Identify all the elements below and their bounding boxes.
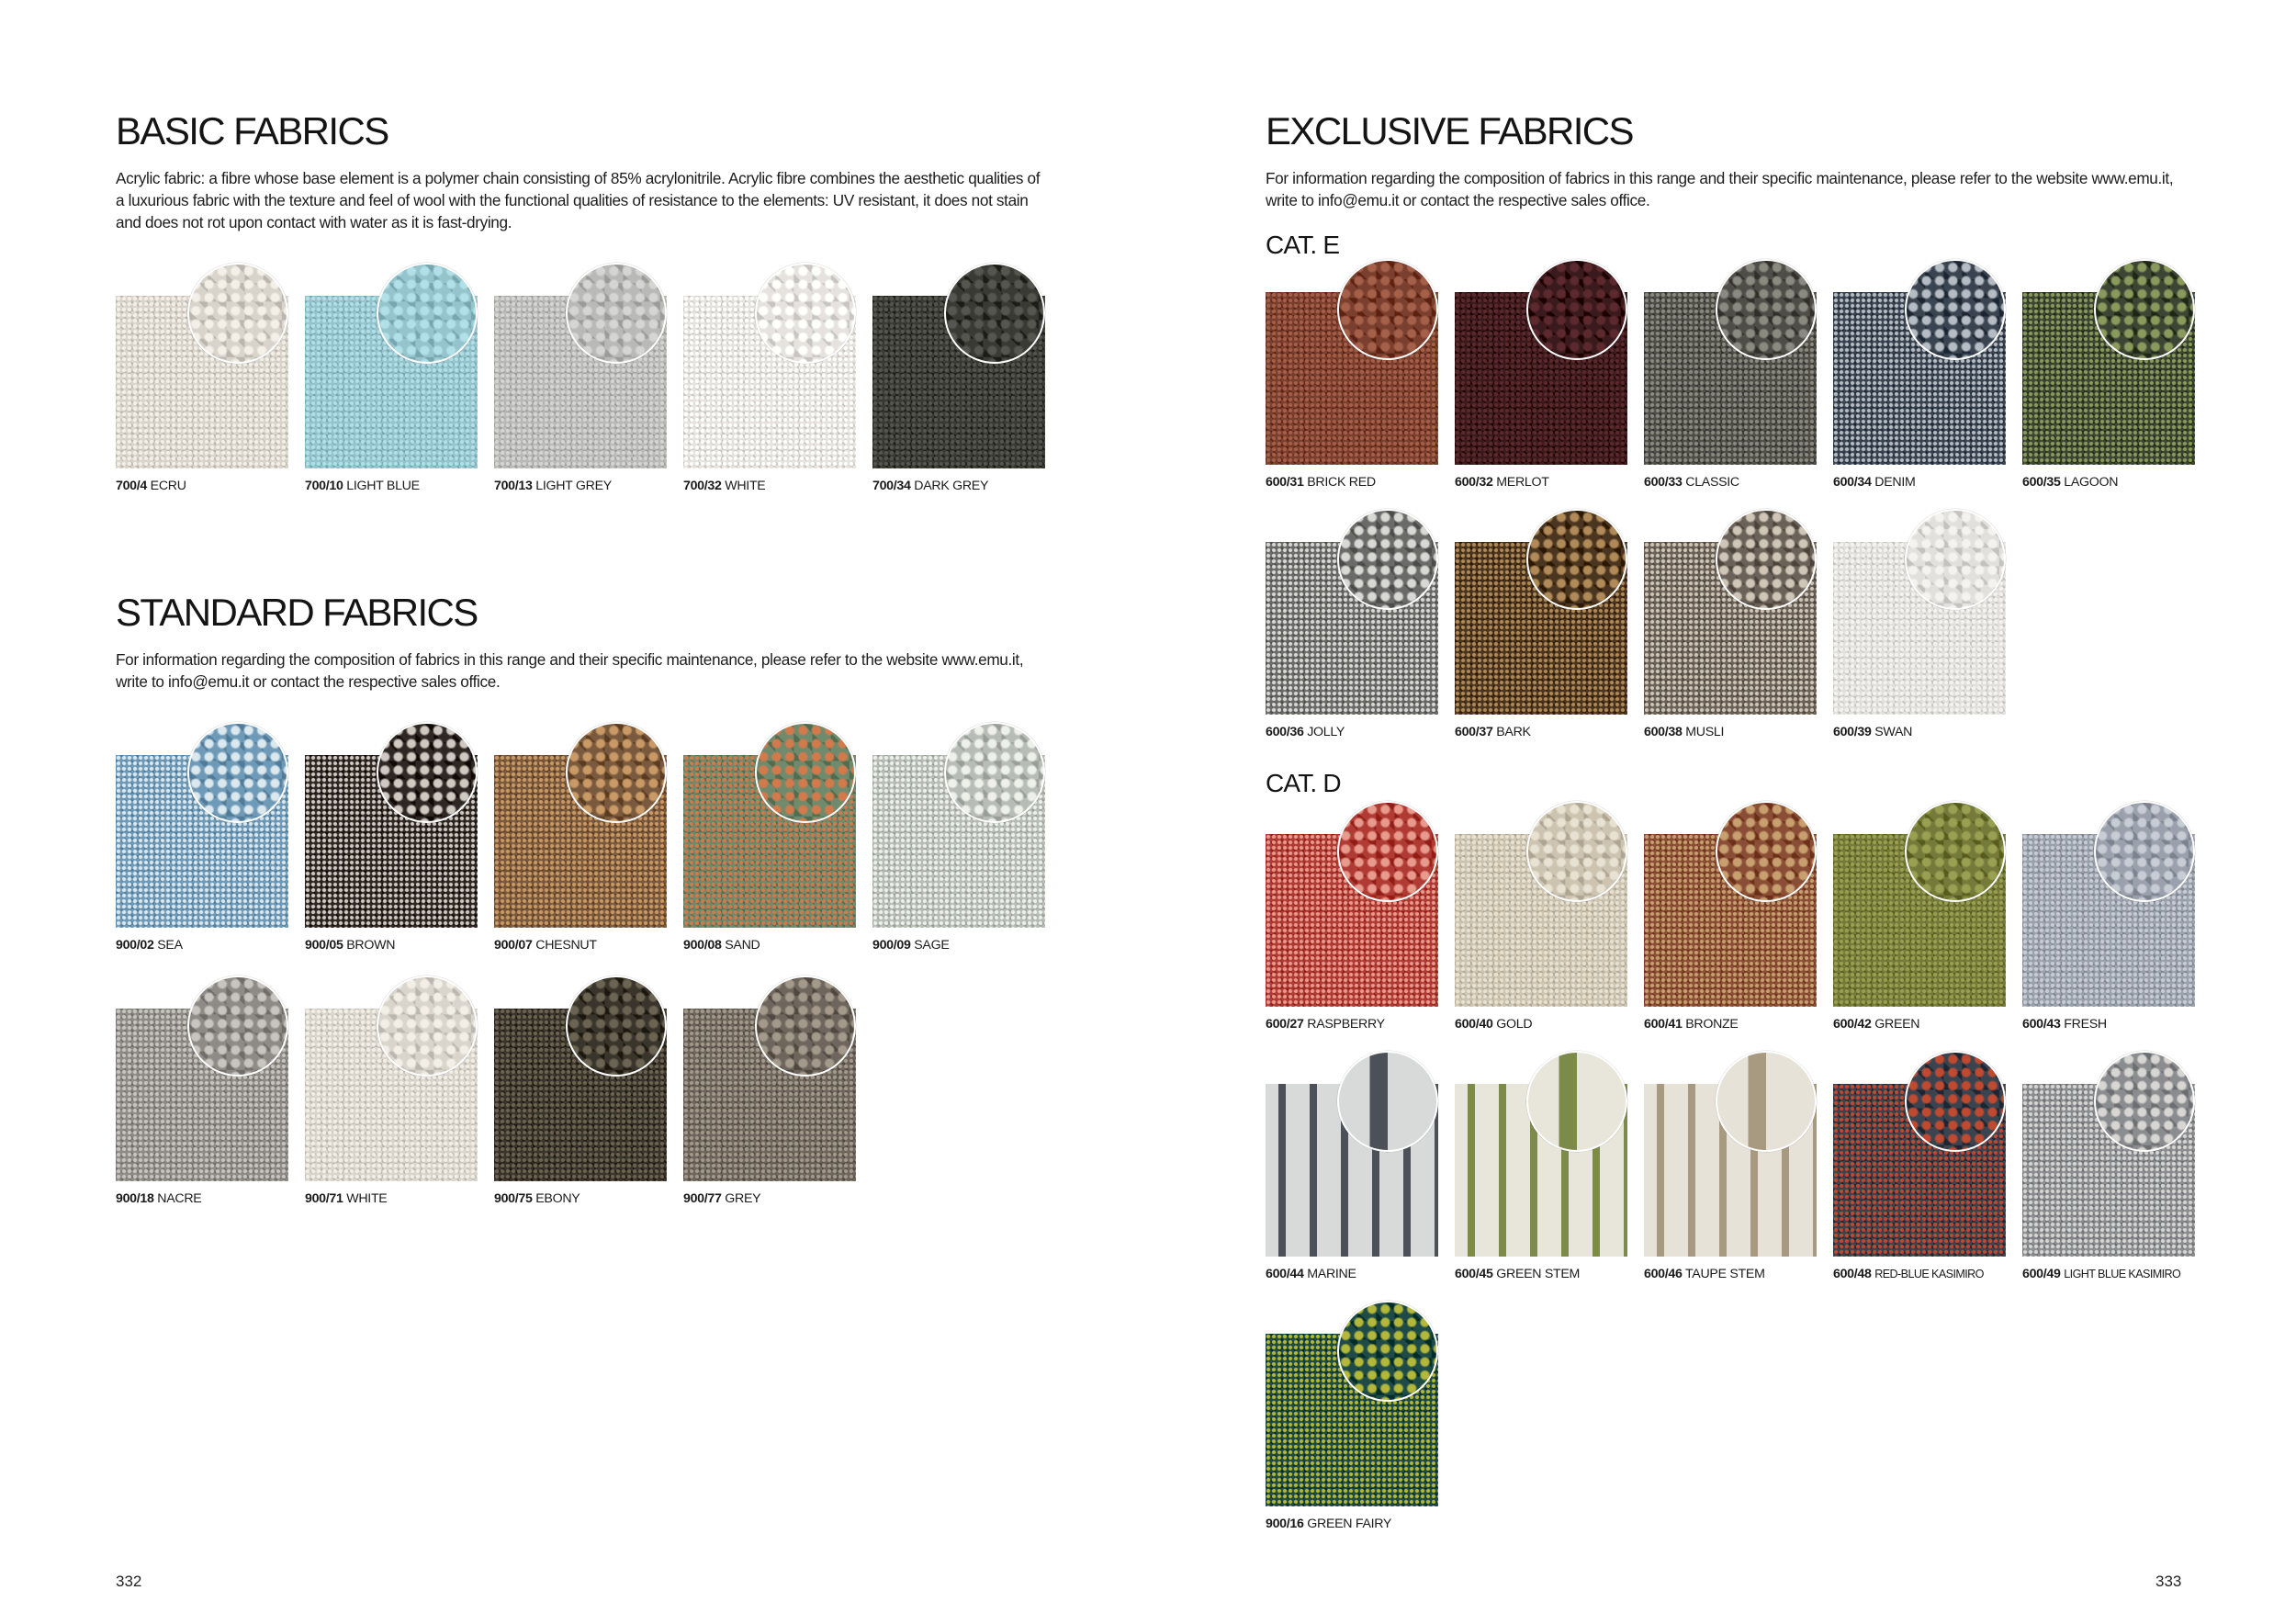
- fabric-code: 700/32: [683, 479, 722, 493]
- fabric-code: 600/49: [2022, 1267, 2061, 1281]
- fabric-name: BRICK RED: [1307, 475, 1376, 490]
- fabric-swatch: [305, 263, 478, 492]
- fabric-swatch: [1455, 1051, 1627, 1280]
- fabric-code: 700/10: [305, 479, 343, 493]
- fabric-caption: [305, 1190, 493, 1207]
- fabric-caption: [1266, 724, 1454, 740]
- fabric-name: GREEN STEM: [1496, 1267, 1581, 1281]
- fabric-name: RED-BLUE KASIMIRO: [1874, 1268, 1984, 1280]
- fabric-code: 600/27: [1266, 1017, 1304, 1032]
- fabric-swatch: [1455, 801, 1627, 1031]
- fabric-name: LAGOON: [2064, 475, 2119, 490]
- fabric-swatch: [494, 976, 667, 1205]
- fabric-code: 600/36: [1266, 725, 1304, 739]
- fabric-zoom-icon: [1526, 509, 1627, 610]
- fabric-swatch: [305, 722, 478, 952]
- fabric-swatch: [1266, 509, 1438, 739]
- fabric-zoom-icon: [566, 722, 667, 823]
- fabric-code: 900/77: [683, 1191, 722, 1206]
- standard-fabrics-section: [116, 590, 1043, 693]
- fabric-caption: [683, 937, 872, 953]
- fabric-name: ECRU: [150, 479, 186, 493]
- fabric-name: CHESNUT: [535, 938, 597, 953]
- fabric-name: GREY: [725, 1191, 761, 1206]
- fabric-zoom-icon: [1337, 801, 1438, 902]
- fabric-code: 600/37: [1455, 725, 1493, 739]
- fabric-swatch: [1644, 1051, 1817, 1280]
- fabric-caption: [1644, 474, 1832, 491]
- fabric-code: 700/4: [116, 479, 148, 493]
- fabric-name: SAND: [725, 938, 760, 953]
- fabric-zoom-icon: [1905, 259, 2006, 360]
- fabric-code: 600/32: [1455, 475, 1493, 490]
- fabric-caption: [1266, 1016, 1454, 1032]
- fabric-swatch: [683, 263, 856, 492]
- fabric-name: MARINE: [1307, 1267, 1356, 1281]
- right-page: [1148, 0, 2296, 1624]
- basic-fabrics-section: [116, 108, 1043, 233]
- fabric-swatch: [2022, 1051, 2195, 1280]
- fabric-code: 600/33: [1644, 475, 1683, 490]
- fabric-code: 900/16: [1266, 1517, 1304, 1531]
- fabric-swatch: [2022, 801, 2195, 1031]
- fabric-zoom-icon: [377, 263, 478, 364]
- fabric-code: 600/46: [1644, 1267, 1683, 1281]
- fabric-name: CLASSIC: [1685, 475, 1739, 490]
- fabric-swatch: [1455, 509, 1627, 739]
- fabric-name: RASPBERRY: [1307, 1017, 1385, 1032]
- fabric-code: 600/42: [1833, 1017, 1872, 1032]
- fabric-code: 900/75: [494, 1191, 533, 1206]
- fabric-swatch: [305, 976, 478, 1205]
- fabric-code: 900/09: [872, 938, 911, 953]
- fabric-zoom-icon: [755, 722, 856, 823]
- fabric-caption: [1455, 1016, 1643, 1032]
- exclusive-fabrics-title: EXCLUSIVE FABRICS: [1266, 109, 1633, 152]
- fabric-swatch: [116, 722, 288, 952]
- fabric-zoom-icon: [1337, 1051, 1438, 1152]
- fabric-zoom-icon: [1526, 259, 1627, 360]
- fabric-swatch: [1266, 1301, 1438, 1530]
- fabric-swatch: [1266, 259, 1438, 489]
- fabric-name: FRESH: [2064, 1017, 2107, 1032]
- page-number-right: 333: [2155, 1573, 2182, 1590]
- fabric-code: 900/02: [116, 938, 154, 953]
- fabric-code: 600/44: [1266, 1267, 1304, 1281]
- fabric-code: 600/34: [1833, 475, 1872, 490]
- fabric-name: BRONZE: [1685, 1017, 1739, 1032]
- fabric-code: 600/45: [1455, 1267, 1493, 1281]
- fabric-zoom-icon: [944, 263, 1045, 364]
- fabric-caption: [872, 478, 1061, 494]
- fabric-zoom-icon: [1526, 801, 1627, 902]
- fabric-code: 600/43: [2022, 1017, 2061, 1032]
- fabric-zoom-icon: [566, 976, 667, 1077]
- fabric-name: GREEN: [1874, 1017, 1920, 1032]
- fabric-caption: [1644, 724, 1832, 740]
- fabric-zoom-icon: [1905, 801, 2006, 902]
- fabric-caption: [494, 1190, 682, 1207]
- fabric-code: 900/05: [305, 938, 343, 953]
- fabric-swatch: [1644, 259, 1817, 489]
- fabric-zoom-icon: [755, 263, 856, 364]
- fabric-name: BROWN: [346, 938, 396, 953]
- fabric-zoom-icon: [1905, 509, 2006, 610]
- fabric-swatch: [2022, 259, 2195, 489]
- fabric-caption: [305, 937, 493, 953]
- fabric-code: 600/41: [1644, 1017, 1683, 1032]
- fabric-name: DENIM: [1874, 475, 1916, 490]
- fabric-swatch: [1833, 509, 2006, 739]
- fabric-zoom-icon: [187, 722, 288, 823]
- fabric-zoom-icon: [1716, 509, 1817, 610]
- fabric-code: 900/07: [494, 938, 533, 953]
- fabric-caption: [683, 478, 872, 494]
- fabric-zoom-icon: [2094, 801, 2195, 902]
- fabric-name: MUSLI: [1685, 725, 1725, 739]
- fabric-code: 900/18: [116, 1191, 154, 1206]
- fabric-code: 600/48: [1833, 1267, 1872, 1281]
- fabric-zoom-icon: [377, 722, 478, 823]
- fabric-swatch: [494, 722, 667, 952]
- fabric-swatch: [1833, 1051, 2006, 1280]
- fabric-swatch: [1833, 801, 2006, 1031]
- fabric-caption: [116, 478, 304, 494]
- fabric-swatch: [116, 976, 288, 1205]
- fabric-swatch: [872, 263, 1045, 492]
- cat-e-title: CAT. E: [1266, 231, 1340, 259]
- fabric-code: 900/08: [683, 938, 722, 953]
- fabric-caption: [305, 478, 493, 494]
- fabric-swatch: [494, 263, 667, 492]
- fabric-swatch: [872, 722, 1045, 952]
- standard-fabrics-title: STANDARD FABRICS: [116, 591, 478, 634]
- fabric-caption: [1833, 1016, 2021, 1032]
- fabric-name: GREEN FAIRY: [1307, 1517, 1392, 1531]
- fabric-zoom-icon: [2094, 259, 2195, 360]
- exclusive-fabrics-description: For information regarding the composition of fabrics in this range and their specific maintenance, please refer to the website www.emu.it, write to info@emu.it or contact the respective sales office.: [1266, 169, 2174, 209]
- fabric-code: 600/39: [1833, 725, 1872, 739]
- fabric-name: WHITE: [725, 479, 766, 493]
- fabric-name: JOLLY: [1307, 725, 1345, 739]
- fabric-name: LIGHT GREY: [535, 479, 612, 493]
- fabric-name: SEA: [157, 938, 183, 953]
- fabric-caption: [1833, 724, 2021, 740]
- fabric-caption: [116, 937, 304, 953]
- fabric-name: MERLOT: [1496, 475, 1549, 490]
- fabric-zoom-icon: [1526, 1051, 1627, 1152]
- fabric-code: 700/13: [494, 479, 533, 493]
- fabric-swatch: [1833, 259, 2006, 489]
- cat-d-title: CAT. D: [1266, 769, 1341, 797]
- fabric-swatch: [683, 976, 856, 1205]
- exclusive-fabrics-section: [1266, 108, 2193, 211]
- fabric-zoom-icon: [566, 263, 667, 364]
- fabric-zoom-icon: [1905, 1051, 2006, 1152]
- fabric-caption: [494, 937, 682, 953]
- fabric-caption: [683, 1190, 872, 1207]
- fabric-caption: [2022, 474, 2211, 491]
- fabric-name: BARK: [1496, 725, 1531, 739]
- fabric-caption: [1455, 724, 1643, 740]
- fabric-name: LIGHT BLUE KASIMIRO: [2064, 1268, 2181, 1280]
- fabric-name: LIGHT BLUE: [346, 479, 420, 493]
- fabric-caption: [1266, 474, 1454, 491]
- fabric-caption: [1266, 1266, 1454, 1282]
- fabric-name: GOLD: [1496, 1017, 1533, 1032]
- fabric-swatch: [683, 722, 856, 952]
- fabric-zoom-icon: [755, 976, 856, 1077]
- fabric-zoom-icon: [187, 976, 288, 1077]
- fabric-zoom-icon: [1337, 1301, 1438, 1402]
- fabric-caption: [2022, 1016, 2211, 1032]
- fabric-caption: [872, 937, 1061, 953]
- fabric-caption: [2022, 1266, 2211, 1282]
- fabric-zoom-icon: [1716, 259, 1817, 360]
- fabric-zoom-icon: [1337, 259, 1438, 360]
- fabric-zoom-icon: [1716, 801, 1817, 902]
- fabric-zoom-icon: [2094, 1051, 2195, 1152]
- fabric-name: DARK GREY: [914, 479, 989, 493]
- fabric-swatch: [1644, 509, 1817, 739]
- fabric-caption: [1833, 1266, 2021, 1282]
- fabric-name: SAGE: [914, 938, 950, 953]
- fabric-code: 900/71: [305, 1191, 343, 1206]
- fabric-code: 600/40: [1455, 1017, 1493, 1032]
- fabric-swatch: [1266, 801, 1438, 1031]
- fabric-caption: [1266, 1516, 1454, 1532]
- fabric-swatch: [1644, 801, 1817, 1031]
- fabric-swatch: [1266, 1051, 1438, 1280]
- standard-fabrics-description: For information regarding the composition of fabrics in this range and their specific maintenance, please refer to the website www.emu.it, write to info@emu.it or contact the respective sales office.: [116, 650, 1024, 691]
- fabric-swatch: [116, 263, 288, 492]
- fabric-caption: [116, 1190, 304, 1207]
- fabric-name: EBONY: [535, 1191, 580, 1206]
- fabric-name: TAUPE STEM: [1685, 1267, 1765, 1281]
- fabric-swatch: [1455, 259, 1627, 489]
- fabric-name: WHITE: [346, 1191, 388, 1206]
- fabric-zoom-icon: [377, 976, 478, 1077]
- fabric-caption: [1455, 1266, 1643, 1282]
- fabric-name: NACRE: [157, 1191, 202, 1206]
- fabric-code: 600/31: [1266, 475, 1304, 490]
- fabric-name: SWAN: [1874, 725, 1913, 739]
- fabric-zoom-icon: [1716, 1051, 1817, 1152]
- fabric-code: 700/34: [872, 479, 911, 493]
- basic-fabrics-title: BASIC FABRICS: [116, 109, 388, 152]
- fabric-caption: [494, 478, 682, 494]
- fabric-caption: [1833, 474, 2021, 491]
- fabric-zoom-icon: [944, 722, 1045, 823]
- fabric-zoom-icon: [187, 263, 288, 364]
- basic-fabrics-description: Acrylic fabric: a fibre whose base element is a polymer chain consisting of 85% acrylonitrile. Acrylic fibre combines the aesthetic qualities of a luxurious fabric with the texture and feel of wool with the functional qualities of resistance to the elements: UV resistant, it does not stain and does not rot upon contact with water as it is fast-drying.: [116, 169, 1041, 231]
- fabric-zoom-icon: [1337, 509, 1438, 610]
- fabric-code: 600/35: [2022, 475, 2061, 490]
- fabric-code: 600/38: [1644, 725, 1683, 739]
- fabric-caption: [1455, 474, 1643, 491]
- page-number-left: 332: [116, 1573, 142, 1590]
- fabric-caption: [1644, 1016, 1832, 1032]
- fabric-caption: [1644, 1266, 1832, 1282]
